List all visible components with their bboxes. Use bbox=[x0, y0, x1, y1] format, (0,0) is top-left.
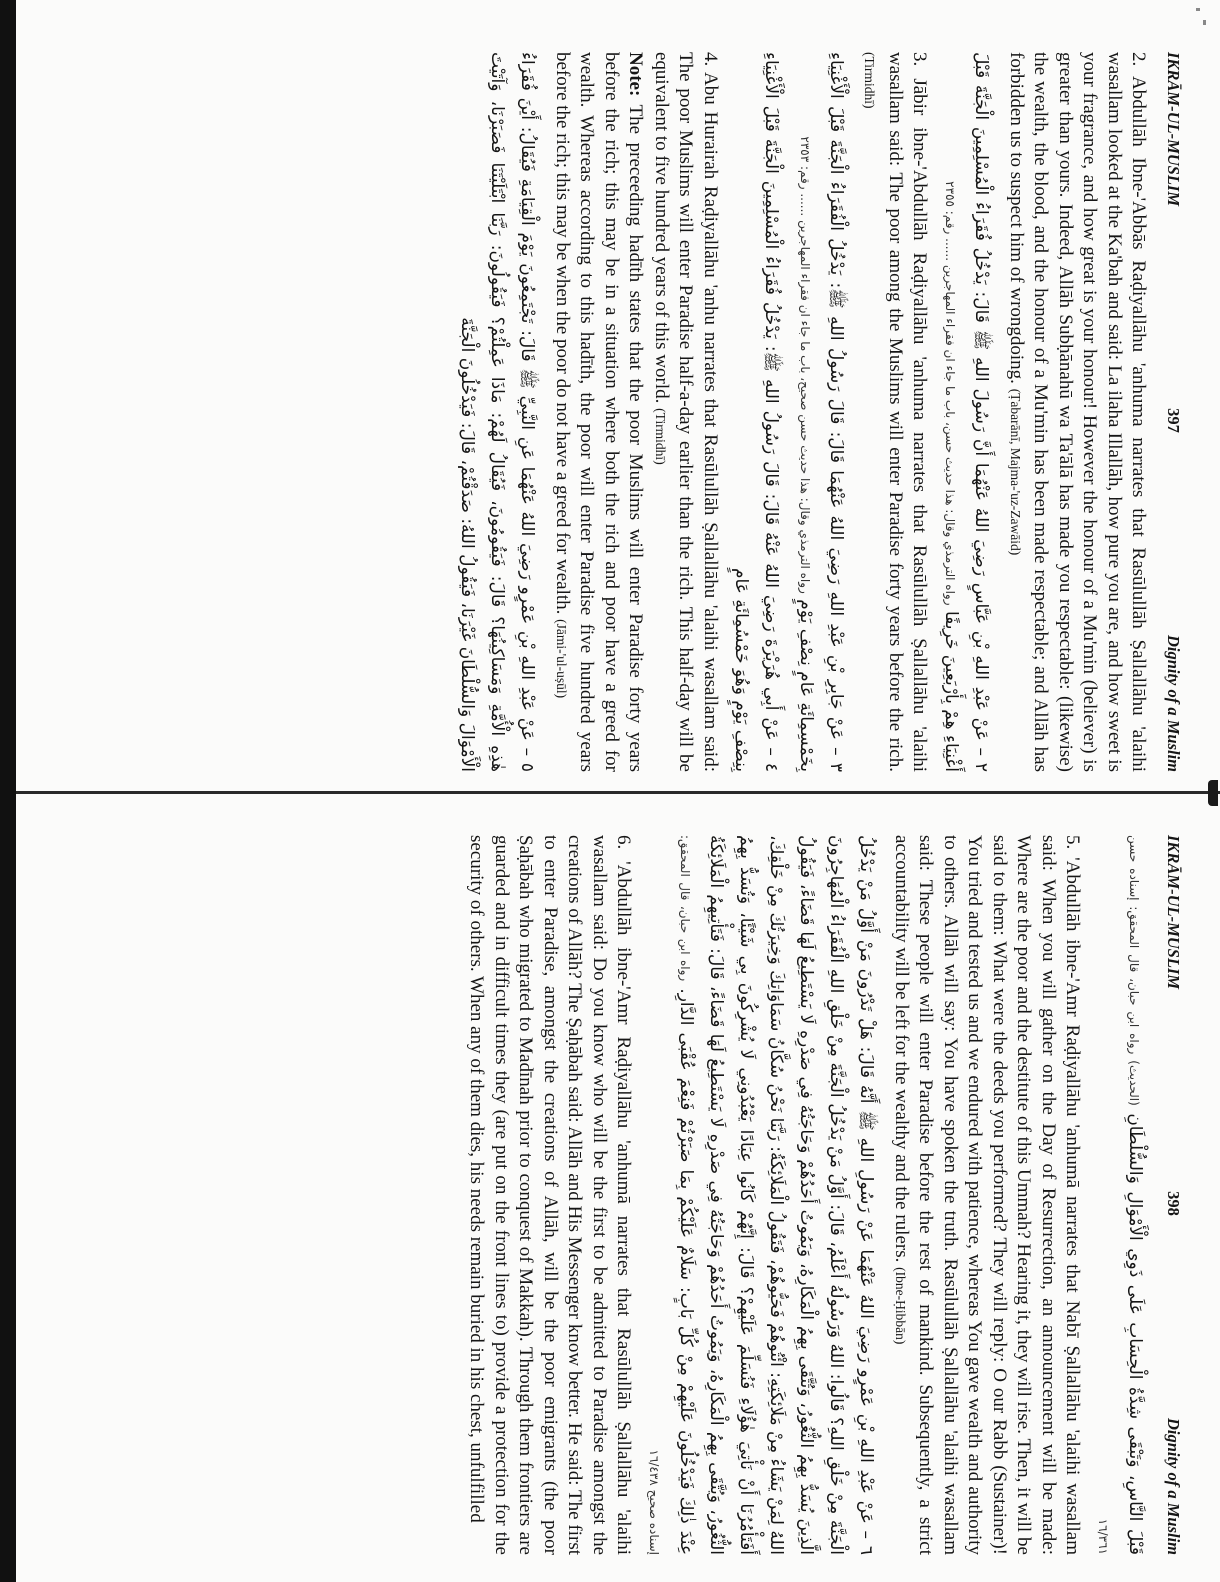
book-binding-edge bbox=[0, 0, 16, 1582]
hadith-4-arabic: ٤ – عَنْ أَبِي هُرَيْرَةَ رَضِيَ اللهُ عَنْهُ قَالَ: قَالَ رَسُولُ اللهِ ﷺ: يَدْخُلُ فُقَرَاءُ الْمُسْلِمِينَ الْجَنَّةَ قَبْلَ الْأَغْنِيَاءِ بِنِصْفِ يَوْمٍ وَهُوَ خَمْسُمِائَةِ عَامٍ bbox=[731, 52, 781, 772]
hadith-3-english: 3. Jābir ibne-'Abdullāh Raḍiyallāhu 'anhuma narrates that Rasūlullāh Ṣallallāhu 'alaihi wasallam said: The poor among the Muslims will enter Paradise forty years before the rich. (Tirmidhī) bbox=[862, 52, 931, 772]
page-397 bbox=[25, 52, 1185, 772]
page-header bbox=[1161, 52, 1186, 772]
hadith-4-english: 4. Abu Hurairah Raḍiyallāhu 'anhu narrates that Rasūlullāh Ṣallallāhu 'alaihi wasallam said: The poor Muslims will enter Paradise half-a-day earlier than the rich. This half-day will be equivalent to five hundred years of this world. (Tirmidhī) Note: The preceeding hadīth states that the poor Muslims will enter Paradise forty years before the rich; this may be in a situation where both the rich and poor have a greed for wealth. Whereas according to this hadīth, the poor will enter Paradise five hundred years before the rich; this may be when the poor do not have a greed for wealth. (Jāmi-'ul-uṣūl) bbox=[552, 52, 721, 772]
hadith-2-source: (Ṭabarānī, Majma-'uz-Zawāid) bbox=[1008, 388, 1023, 556]
note-source: (Jāmi-'ul-uṣūl) bbox=[554, 619, 569, 699]
scan-speck bbox=[1196, 8, 1200, 11]
hadith-4-source: (Tirmidhī) bbox=[653, 408, 668, 465]
scan-speck bbox=[1203, 20, 1206, 25]
page-398 bbox=[25, 835, 1185, 1555]
hadith-5-arabic-source: (الحديث) رواه ابن حبان، قال المحقق: إسناده حسن ١٦/٣٦١ bbox=[1096, 835, 1142, 1555]
hadith-2-arabic-source: رواه الترمذي وقال: هذا حديث حسن، باب ما جاء ان فقراء المهاجرين ...... رقم: ٢٣٥٥ bbox=[943, 181, 958, 606]
hadith-6-english: 6. 'Abdullāh ibne-'Amr Raḍiyallāhu 'anhumā narrates that Rasūlullāh Ṣallallāhu 'alaihi wasallam said: Do you know who will be the first to be admitted to Paradise amongst the creations of Allāh? The Ṣaḥābah said: Allāh and His Messenger know better. He said: The first to enter Paradise, amongst the creations of Allāh, will be the poor emigrants (the poor Ṣaḥābah who migrated to Madīnah prior to conquest of Makkah). Through them frontiers are guarded and in difficult times they (are put on the front lines to) provide a protection for the security of others. When any of them dies, his needs remain buried in his chest, unfulfilled bbox=[466, 835, 635, 1555]
hadith-5-arabic-end: قَبْلَ النَّاسِ، وَتَبْقَى شِدَّةُ الْحِسَابِ عَلَى ذَوِي الْأَمْوَالِ وَالسُّلْطَانِ (الحديث) رواه ابن حبان، قال المحقق: إسناده حسن ١٦/٣٦١ bbox=[1096, 835, 1146, 1555]
page-number: 397 bbox=[1164, 408, 1183, 433]
hadith-3-source: (Tirmidhī) bbox=[862, 52, 878, 109]
chapter-title: Dignity of a Muslim bbox=[1164, 634, 1183, 772]
running-title: IKRĀM-UL-MUSLIM bbox=[1164, 52, 1183, 207]
hadith-5-source: (Ibne-Ḥibbān) bbox=[893, 1267, 908, 1345]
page-number: 398 bbox=[1164, 1191, 1183, 1216]
page-fold-marker bbox=[1208, 780, 1218, 806]
hadith-5-english: 5. 'Abdullāh ibne-'Amr Raḍiyallāhu 'anhumā narrates that Nabī Ṣallallāhu 'alaihi wasallam said: When you will gather on the Day of Resurrection, an announcement will be made: Where are the poor and the destitute of this Ummah? Hearing it, they will rise. Then, it will be said to them: What were the deeds you performed? They will reply: O our Rabb (Sustainer)! You tried and tested us and we endured with patience, whereas You gave wealth and authority to others. Allāh will say: You have spoken the truth. Rasūlullāh Ṣallallāhu 'alaihi wasallam said: These people will enter Paradise before the rest of mankind. Subsequently, a strict accountability will be left for the wealthy and the rulers. (Ibne-Ḥibbān) bbox=[891, 835, 1084, 1555]
hadith-6-arabic-source: رواه ابن حبان، قال المحقق: إسناده صحيح ١٦/٤٣٨ bbox=[647, 835, 693, 1555]
hadith-2-arabic: ٢ – عَنْ عَبْدِ اللهِ بْنِ عَبَّاسٍ رَضِيَ اللهُ عَنْهُمَا أَنَّ رَسُولَ اللهِ ﷺ قَالَ: يَدْخُلُ فُقَرَاءُ الْمُسْلِمِينَ الْجَنَّةَ قَبْلَ أَغْنِيَاءِ هِمْ بِأَرْبَعِينَ خَرِيفًا رواه الترمذي وقال: هذا حديث حسن، باب ما جاء ان فقراء المهاجرين ...... رقم: ٢٣٥٥ bbox=[941, 52, 992, 772]
running-title: IKRĀM-UL-MUSLIM bbox=[1164, 835, 1183, 990]
hadith-3-arabic-source: رواه الترمذي وقال: هذا حديث حسن صحيح، باب ما جاء ان فقراء المهاجرين ...... رقم: ٢٣٥٣ bbox=[798, 136, 812, 594]
chapter-title: Dignity of a Muslim bbox=[1164, 1417, 1183, 1555]
page-fold-line bbox=[16, 791, 1220, 794]
note-label: Note: bbox=[625, 52, 647, 97]
hadith-2-english: 2. Abdullāh Ibne-'Abbās Raḍiyallāhu 'anhuma narrates that Rasūlullāh Ṣallallāhu 'alaihi wasallam looked at the Ka'bah and said: La ilaha Illallāh, how pure you are, and how sweet is your fragrance, and how great is your honour! However the honour of a Mu'min (believer) is greater than yours. Indeed, Allāh Subḥānahū wa Ta'ālā has made you respectable: (likewise) the wealth, the blood, and the honour of a Mu'min has been made respectable; and Allāh has forbidden us to suspect him of wrongdoing. (Ṭabarānī, Majma-'uz-Zawāid) bbox=[1006, 52, 1150, 772]
hadith-3-arabic: ٣ – عَنْ جَابِرِ بْنِ عَبْدِ اللهِ رَضِيَ اللهُ عَنْهُمَا قَالَ: قَالَ رَسُولُ اللهِ ﷺ: يَدْخُلُ الْفُقَرَاءُ الْجَنَّةَ قَبْلَ الْأَغْنِيَاءِ بِخَمْسِمِائَةِ عَامٍ نِصْفِ يَوْمٍ رواه الترمذي وقال: هذا حديث حسن صحيح، باب ما جاء ان فقراء المهاجرين ...... رقم: ٢٣٥٣ bbox=[796, 52, 846, 772]
hadith-5-arabic-start: ٥ – عَنْ عَبْدِ اللهِ بْنِ عَمْرٍو رَضِيَ اللهُ عَنْهُمَا عَنِ النَّبِيِّ ﷺ قَالَ: تَجْتَمِعُونَ يَوْمَ الْقِيَامَةِ فَيُقَالُ: أَيْنَ فُقَرَاءُ هٰذِهِ الْأُمَّةِ وَمَسَاكِينُهَا؟ قَالَ: فَيَقُومُونَ، فَيُقَالُ لَهُمْ: مَاذَا عَمِلْتُمْ؟ فَيَقُولُونَ: رَبَّنَا ابْتَلَيْتَنَا فَصَبَرْنَا، وَآتَيْتَ الْأَمْوَالَ وَالسُّلْطَانَ غَيْرَنَا، فَيَقُولُ اللهُ: صَدَقْتُمْ، قَالَ: فَيَدْخُلُونَ الْجَنَّةَ bbox=[457, 52, 538, 772]
page-header bbox=[1161, 835, 1186, 1555]
note-text: The preceeding hadīth states that the poor Muslims will enter Paradise forty years before the rich; this may be in a situation where both the rich and poor have a greed for wealth. Whereas according to this hadīth, the poor will enter Paradise five hundred years before the rich; this may be when the poor do not have a greed for wealth. bbox=[552, 52, 647, 772]
hadith-6-arabic: ٦ – عَنْ عَبْدِ اللهِ بْنِ عَمْرٍو رَضِيَ اللهُ عَنْهُمَا عَنْ رَسُولِ اللهِ ﷺ أَنَّهُ قَالَ: هَلْ تَدْرُونَ مَنْ أَوَّلُ مَنْ يَدْخُلُ الْجَنَّةَ مِنْ خَلْقِ اللهِ؟ قَالُوا: اللهُ وَرَسُولُهُ أَعْلَمُ، قَالَ: أَوَّلُ مَنْ يَدْخُلُ الْجَنَّةَ مِنْ خَلْقِ اللهِ الْفُقَرَاءُ الْمُهَاجِرُونَ الَّذِينَ يُسَدُّ بِهِمُ الثُّغُورُ، وَتُتَّقَى بِهِمُ الْمَكَارِهُ، وَيَمُوتُ أَحَدُهُمْ وَحَاجَتُهُ فِي صَدْرِهِ لَا يَسْتَطِيعُ لَهَا قَضَاءً، فَيَقُولُ اللهُ لِمَنْ يَشَاءُ مِنْ مَلَائِكَتِهِ: ائْتُوهُمْ فَحَيُّوهُمْ، فَتَقُولُ الْمَلَائِكَةُ: رَبَّنَا نَحْنُ سُكَّانُ سَمَاوَاتِكَ وَخِيرَتُكَ مِنْ خَلْقِكَ، أَفَتَأْمُرُنَا أَنْ نَأْتِيَ هٰؤُلَاءِ فَنُسَلِّمَ عَلَيْهِمْ؟ قَالَ: إِنَّهُمْ كَانُوا عِبَادًا يَعْبُدُونِي لَا يُشْرِكُونَ بِي شَيْئًا، وَتُسَدُّ بِهِمُ الثُّغُورُ، وَيُتَّقَى بِهِمُ الْمَكَارِهُ، وَيَمُوتُ أَحَدُهُمْ وَحَاجَتُهُ فِي صَدْرِهِ لَا يَسْتَطِيعُ لَهَا قَضَاءً، قَالَ: فَتَأْتِيهِمُ الْمَلَائِكَةُ عِنْدَ ذٰلِكَ فَيَدْخُلُونَ عَلَيْهِمْ مِنْ كُلِّ بَابٍ: سَلَامٌ عَلَيْكُمْ بِمَا صَبَرْتُمْ فَنِعْمَ عُقْبَى الدَّارِ. رواه ابن حبان، قال المحقق: إسناده صحيح ١٦/٤٣٨ bbox=[647, 835, 877, 1555]
